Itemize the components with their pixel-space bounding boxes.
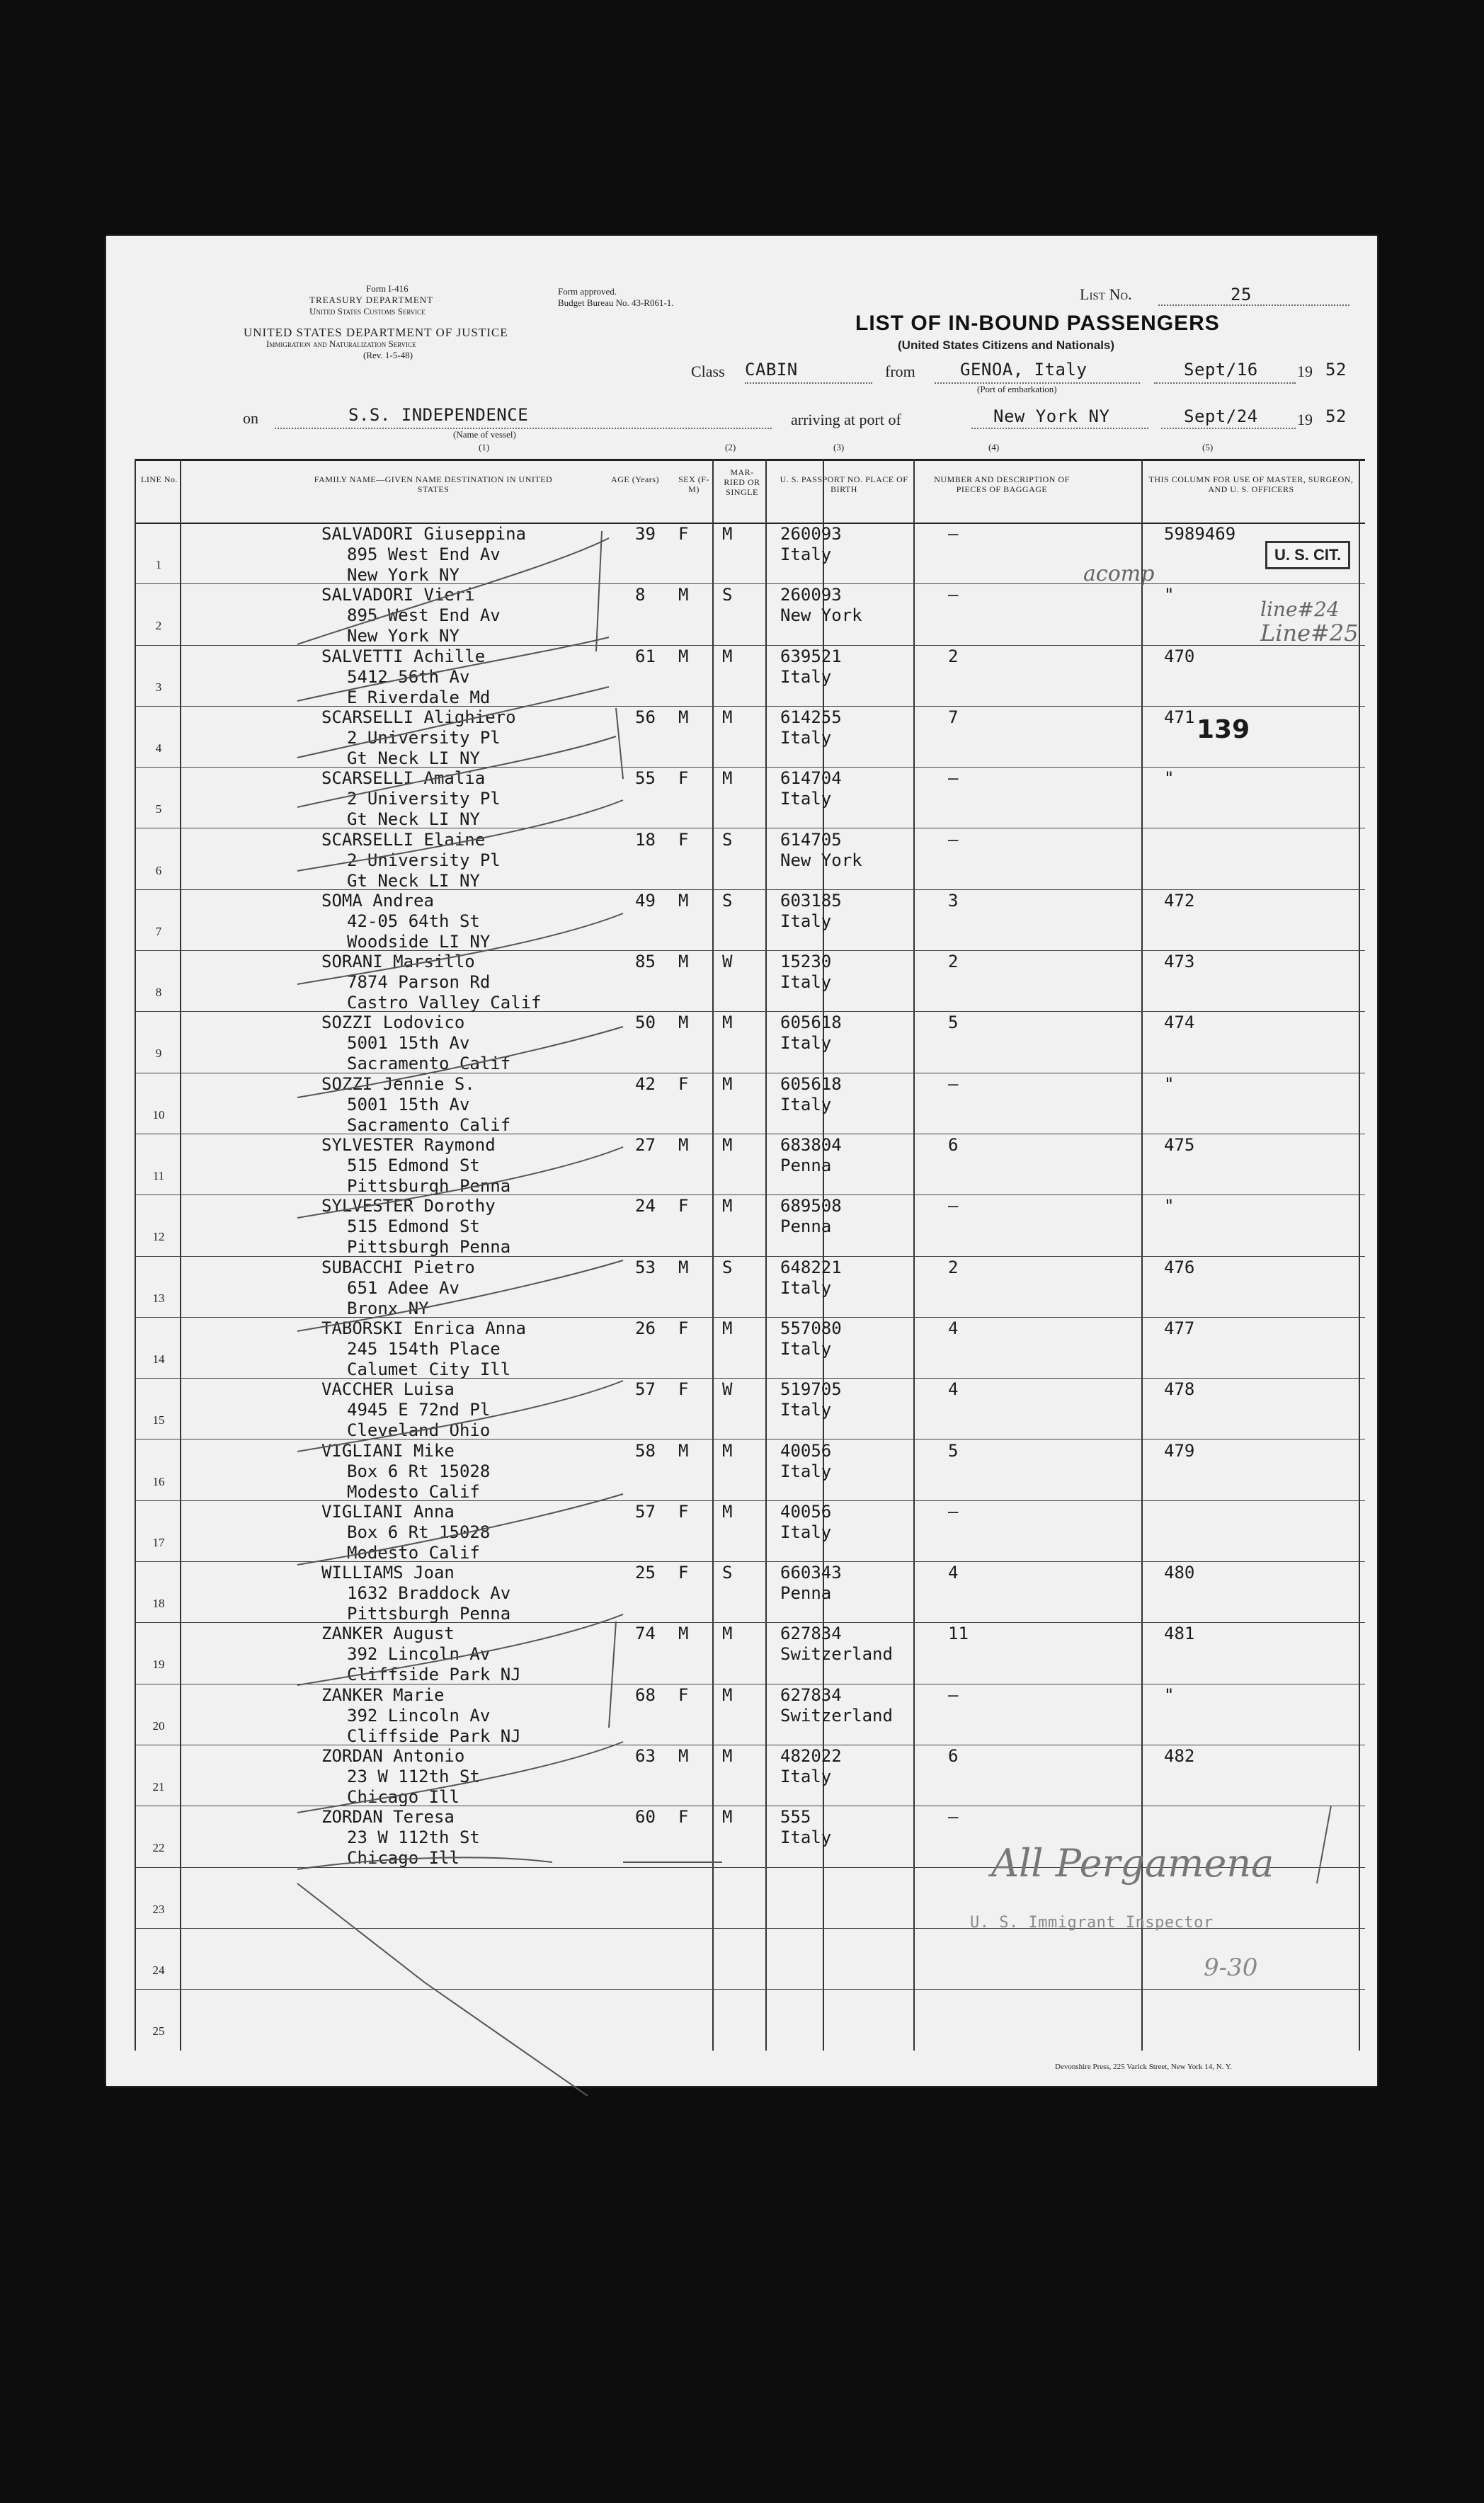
address-line1: Box 6 Rt 15028: [347, 1522, 491, 1542]
port-embark-label: (Port of embarkation): [977, 384, 1057, 394]
svg-text:9-30: 9-30: [1204, 1954, 1258, 1982]
address-line1: 2 University Pl: [347, 850, 501, 870]
col-num-4: (4): [988, 442, 1000, 452]
sex: M: [678, 1624, 689, 1644]
col-num-3: (3): [833, 442, 845, 452]
arrival-year-prefix: 19: [1297, 411, 1313, 428]
address-line1: 7874 Parson Rd: [347, 972, 491, 993]
address-line1: 392 Lincoln Av: [347, 1705, 491, 1726]
address-line1: 5412 56th Av: [347, 666, 470, 687]
officer-note: 481: [1164, 1624, 1195, 1644]
marital-status: S: [722, 829, 733, 850]
rev-label: (Rev. 1-5-48): [363, 350, 413, 360]
customs-label: United States Customs Service: [309, 306, 426, 317]
form-subtitle: (United States Citizens and Nationals): [898, 338, 1115, 352]
baggage-count: –: [948, 768, 959, 789]
age: 57: [635, 1501, 656, 1522]
line-number: 13: [152, 1291, 165, 1305]
baggage-count: 7: [948, 707, 959, 727]
address-line1: 895 West End Av: [347, 544, 501, 564]
passenger-name: SOMA Andrea: [321, 890, 434, 911]
line-number: 18: [152, 1597, 165, 1611]
officer-note: 479: [1164, 1440, 1195, 1461]
sex: M: [678, 1257, 689, 1277]
age: 74: [635, 1624, 656, 1644]
header-age: AGE (Years): [611, 474, 659, 484]
address-line1: 515 Edmond St: [347, 1216, 480, 1237]
place-of-birth: Italy: [780, 1277, 832, 1298]
baggage-count: 2: [948, 646, 959, 666]
address-line1: 23 W 112th St: [347, 1767, 480, 1786]
baggage-count: 2: [948, 1257, 959, 1277]
place-of-birth: Italy: [780, 789, 832, 809]
col-num-1: (1): [479, 442, 490, 452]
baggage-count: 4: [948, 1318, 959, 1338]
baggage-count: –: [948, 829, 959, 850]
marital-status: W: [722, 1379, 733, 1400]
passenger-name: SOZZI Lodovico: [321, 1013, 465, 1033]
age: 18: [635, 829, 656, 850]
age: 50: [635, 1013, 656, 1033]
officer-note: 482: [1164, 1746, 1195, 1766]
place-of-birth: New York: [780, 605, 862, 626]
address-line1: 515 Edmond St: [347, 1156, 480, 1175]
sex: M: [678, 646, 689, 666]
passenger-name: ZANKER Marie: [321, 1684, 445, 1705]
address-line1: 42-05 64th St: [347, 911, 480, 931]
vessel-name: S.S. INDEPENDENCE: [348, 405, 529, 425]
marital-status: M: [722, 524, 733, 544]
age: 26: [635, 1318, 656, 1338]
passenger-name: TABORSKI Enrica Anna: [321, 1318, 526, 1338]
printer-footer: Devonshire Press, 225 Varick Street, New York 14, N. Y.: [1055, 2063, 1233, 2071]
baggage-count: –: [948, 1196, 959, 1216]
passport-number: 639521: [780, 646, 842, 666]
place-of-birth: Italy: [780, 727, 832, 748]
place-of-birth: Italy: [780, 666, 832, 687]
line-number: 9: [155, 1047, 162, 1061]
age: 85: [635, 952, 656, 972]
passport-number: 627834: [780, 1684, 842, 1705]
form-approved: Form approved.: [558, 286, 617, 297]
address-line1: 1632 Braddock Av: [347, 1583, 511, 1604]
officer-note: 477: [1164, 1318, 1195, 1338]
passport-number: 614255: [780, 707, 842, 727]
officer-note: 475: [1164, 1135, 1195, 1155]
address-line2: Modesto Calif: [347, 1542, 480, 1563]
class-label: Class: [691, 363, 725, 380]
marital-status: M: [722, 707, 733, 727]
arriving-label: arriving at port of: [791, 411, 901, 428]
address-line1: 895 West End Av: [347, 605, 501, 626]
passport-number: 683804: [780, 1135, 842, 1155]
address-line2: Gt Neck LI NY: [347, 809, 480, 830]
address-line1: Box 6 Rt 15028: [347, 1461, 491, 1481]
passport-number: 15230: [780, 952, 832, 972]
passport-number: 660343: [780, 1563, 842, 1583]
sex: F: [678, 1379, 689, 1400]
line-number: 24: [152, 1963, 165, 1977]
line-number: 15: [152, 1413, 165, 1427]
line-number: 10: [152, 1107, 165, 1122]
arrival-year: 52: [1325, 406, 1347, 426]
address-line1: 245 154th Place: [347, 1338, 501, 1359]
officer-note: ": [1164, 768, 1175, 789]
baggage-count: –: [948, 1073, 959, 1094]
officer-note: 474: [1164, 1013, 1195, 1033]
sex: M: [678, 1746, 689, 1766]
depart-year-prefix: 19: [1297, 363, 1313, 380]
baggage-count: 6: [948, 1135, 959, 1155]
address-line2: Cliffside Park NJ: [347, 1726, 521, 1746]
address-line1: 2 University Pl: [347, 727, 501, 748]
place-of-birth: Italy: [780, 1461, 832, 1481]
budget-bureau: Budget Bureau No. 43-R061-1.: [558, 297, 674, 308]
place-of-birth: Italy: [780, 911, 832, 931]
baggage-count: 11: [948, 1624, 969, 1644]
baggage-count: –: [948, 585, 959, 605]
passport-number: 260093: [780, 524, 842, 544]
passport-number: 40056: [780, 1440, 832, 1461]
address-line2: Pittsburgh Penna: [347, 1604, 511, 1624]
list-no-value: 25: [1231, 285, 1252, 304]
line-number: 14: [152, 1352, 165, 1366]
header-passport: U. S. PASSPORT NO. PLACE OF BIRTH: [780, 474, 908, 494]
passenger-name: SORANI Marsillo: [321, 952, 475, 972]
marital-status: S: [722, 1257, 733, 1277]
header-married: MAR-RIED OR SINGLE: [724, 467, 760, 497]
marital-status: W: [722, 952, 733, 972]
officer-note: 480: [1164, 1563, 1195, 1583]
passenger-name: SUBACCHI Pietro: [321, 1257, 475, 1277]
line-number: 22: [152, 1841, 165, 1855]
depart-year: 52: [1325, 360, 1347, 380]
address-line2: E Riverdale Md: [347, 687, 491, 707]
marital-status: M: [722, 1196, 733, 1216]
place-of-birth: New York: [780, 850, 862, 870]
officer-note: 478: [1164, 1379, 1195, 1400]
age: 8: [635, 585, 646, 605]
place-of-birth: Italy: [780, 1767, 832, 1786]
officer-note: ": [1164, 585, 1175, 605]
age: 42: [635, 1073, 656, 1094]
passenger-name: ZANKER August: [321, 1624, 455, 1644]
form-number: Form I-416: [366, 283, 409, 294]
officer-note: 476: [1164, 1257, 1195, 1277]
address-line2: Calumet City Ill: [347, 1359, 511, 1379]
from-value: GENOA, Italy: [960, 360, 1088, 380]
line-number: 11: [152, 1169, 165, 1182]
passenger-name: SALVADORI Vieri: [321, 585, 475, 605]
marital-status: M: [722, 1746, 733, 1766]
svg-text:Line#25: Line#25: [1260, 620, 1359, 646]
passport-number: 260093: [780, 585, 842, 605]
from-label: from: [885, 363, 915, 380]
line-number: 4: [155, 741, 162, 755]
address-line2: Modesto Calif: [347, 1481, 480, 1502]
address-line2: Sacramento Calif: [347, 1114, 511, 1135]
passenger-name: SALVETTI Achille: [321, 646, 486, 666]
marital-status: M: [722, 1073, 733, 1094]
line-number: 19: [152, 1658, 165, 1672]
marital-status: M: [722, 1684, 733, 1705]
sex: M: [678, 1135, 689, 1155]
address-line2: New York NY: [347, 626, 460, 646]
age: 60: [635, 1807, 656, 1828]
passport-number: 603185: [780, 890, 842, 911]
form-title: LIST OF IN-BOUND PASSENGERS: [855, 312, 1220, 335]
svg-text:All Pergamena: All Pergamena: [991, 1841, 1274, 1886]
line-number: 16: [152, 1474, 165, 1488]
baggage-count: –: [948, 1501, 959, 1522]
passport-number: 605618: [780, 1073, 842, 1094]
arrival-date: Sept/24: [1184, 406, 1258, 426]
sex: M: [678, 890, 689, 911]
us-cit-stamp: U. S. CIT.: [1265, 541, 1350, 569]
place-of-birth: Switzerland: [780, 1644, 893, 1665]
treasury-label: TREASURY DEPARTMENT: [309, 295, 434, 305]
passport-number: 614705: [780, 829, 842, 850]
sex: M: [678, 1440, 689, 1461]
stamp-139: 139: [1197, 715, 1250, 744]
baggage-count: –: [948, 1807, 959, 1828]
marital-status: M: [722, 1440, 733, 1461]
passenger-name: SCARSELLI Elaine: [321, 829, 486, 850]
age: 63: [635, 1746, 656, 1766]
line-number: 25: [152, 2024, 165, 2039]
address-line2: Castro Valley Calif: [347, 993, 542, 1013]
address-line2: New York NY: [347, 565, 460, 585]
marital-status: M: [722, 1318, 733, 1338]
passenger-name: SYLVESTER Raymond: [321, 1135, 496, 1155]
sex: F: [678, 768, 689, 789]
line-number: 12: [152, 1230, 165, 1244]
address-line2: Pittsburgh Penna: [347, 1237, 511, 1258]
age: 68: [635, 1684, 656, 1705]
header-sex: SEX (F-M): [678, 474, 709, 494]
place-of-birth: Italy: [780, 1400, 832, 1420]
age: 53: [635, 1257, 656, 1277]
line-number: 8: [155, 986, 162, 1000]
marital-status: S: [722, 1563, 733, 1583]
passport-number: 614704: [780, 768, 842, 789]
passport-number: 605618: [780, 1013, 842, 1033]
sex: F: [678, 524, 689, 544]
marital-status: M: [722, 1624, 733, 1644]
address-line1: 4945 E 72nd Pl: [347, 1400, 491, 1420]
baggage-count: 5: [948, 1013, 959, 1033]
address-line1: 392 Lincoln Av: [347, 1644, 491, 1665]
passenger-name: SYLVESTER Dorothy: [321, 1196, 496, 1216]
header-line: LINE No.: [141, 474, 178, 484]
marital-status: M: [722, 768, 733, 789]
place-of-birth: Italy: [780, 972, 832, 993]
arrival-port: New York NY: [993, 406, 1110, 426]
passenger-name: VIGLIANI Anna: [321, 1501, 455, 1522]
sex: F: [678, 1501, 689, 1522]
baggage-count: –: [948, 524, 959, 544]
line-number: 6: [155, 863, 162, 877]
place-of-birth: Italy: [780, 1338, 832, 1359]
place-of-birth: Italy: [780, 544, 832, 564]
baggage-count: 4: [948, 1379, 959, 1400]
sex: F: [678, 1073, 689, 1094]
place-of-birth: Italy: [780, 1828, 832, 1848]
line-number: 23: [152, 1902, 165, 1916]
officer-note: 473: [1164, 952, 1195, 972]
depart-date: Sept/16: [1184, 360, 1258, 380]
baggage-count: 2: [948, 952, 959, 972]
age: 56: [635, 707, 656, 727]
address-line2: Sacramento Calif: [347, 1054, 511, 1074]
passenger-name: VIGLIANI Mike: [321, 1440, 455, 1461]
passport-number: 519705: [780, 1379, 842, 1400]
officer-note: 470: [1164, 646, 1195, 666]
on-label: on: [243, 409, 258, 427]
ins-label: Immigration and Naturalization Service: [266, 338, 416, 349]
sex: F: [678, 1684, 689, 1705]
sex: M: [678, 952, 689, 972]
address-line2: Pittsburgh Penna: [347, 1176, 511, 1196]
place-of-birth: Penna: [780, 1156, 832, 1175]
address-line1: 5001 15th Av: [347, 1094, 470, 1114]
class-value: CABIN: [745, 360, 798, 380]
line-number: 5: [155, 802, 162, 816]
baggage-count: –: [948, 1684, 959, 1705]
sex: M: [678, 707, 689, 727]
header-name: FAMILY NAME—GIVEN NAME DESTINATION IN UNITED STATES: [314, 474, 553, 494]
list-no-label: List No.: [1080, 285, 1132, 303]
marital-status: S: [722, 890, 733, 911]
passenger-name: WILLIAMS Joan: [321, 1563, 455, 1583]
line-number: 21: [152, 1780, 165, 1794]
marital-status: M: [722, 1807, 733, 1828]
address-line2: Cliffside Park NJ: [347, 1665, 521, 1685]
marital-status: M: [722, 1013, 733, 1033]
header-baggage: NUMBER AND DESCRIPTION OF PIECES OF BAGGAGE: [934, 474, 1070, 494]
baggage-count: 6: [948, 1746, 959, 1766]
passport-number: 40056: [780, 1501, 832, 1522]
line-number: 20: [152, 1718, 165, 1733]
passenger-name: ZORDAN Teresa: [321, 1807, 455, 1828]
line-number: 3: [155, 680, 162, 694]
officer-note: ": [1164, 1684, 1175, 1705]
line-number: 17: [152, 1535, 165, 1549]
passport-number: 627834: [780, 1624, 842, 1644]
passport-number: 689508: [780, 1196, 842, 1216]
officer-note: 5989469: [1164, 524, 1236, 544]
svg-text:line#24: line#24: [1260, 598, 1340, 621]
sex: F: [678, 1196, 689, 1216]
passport-number: 557080: [780, 1318, 842, 1338]
sex: F: [678, 1807, 689, 1828]
col-num-2: (2): [725, 442, 736, 452]
sex: F: [678, 829, 689, 850]
passenger-name: SOZZI Jennie S.: [321, 1073, 475, 1094]
svg-text:acomp: acomp: [1083, 561, 1155, 586]
address-line2: Gt Neck LI NY: [347, 870, 480, 891]
inspector-title: U. S. Immigrant Inspector: [970, 1914, 1214, 1932]
address-line2: Gt Neck LI NY: [347, 748, 480, 768]
passenger-name: SALVADORI Giuseppina: [321, 524, 526, 544]
vessel-label: (Name of vessel): [453, 429, 516, 440]
header-officers: THIS COLUMN FOR USE OF MASTER, SURGEON, AND U. S. OFFICERS: [1148, 474, 1354, 494]
passport-number: 555: [780, 1807, 811, 1828]
address-line2: Bronx NY: [347, 1298, 429, 1318]
justice-label: UNITED STATES DEPARTMENT OF JUSTICE: [244, 326, 508, 339]
place-of-birth: Italy: [780, 1094, 832, 1114]
address-line2: Woodside LI NY: [347, 931, 491, 952]
marital-status: M: [722, 1135, 733, 1155]
baggage-count: 5: [948, 1440, 959, 1461]
age: 39: [635, 524, 656, 544]
address-line1: 2 University Pl: [347, 789, 501, 809]
address-line2: Chicago Ill: [347, 1787, 460, 1807]
place-of-birth: Italy: [780, 1522, 832, 1542]
address-line1: 23 W 112th St: [347, 1828, 480, 1848]
officer-note: 471: [1164, 707, 1195, 727]
age: 58: [635, 1440, 656, 1461]
place-of-birth: Penna: [780, 1216, 832, 1237]
passport-number: 648221: [780, 1257, 842, 1277]
sex: F: [678, 1318, 689, 1338]
passport-number: 482022: [780, 1746, 842, 1766]
address-line1: 651 Adee Av: [347, 1277, 460, 1298]
sex: M: [678, 1013, 689, 1033]
age: 49: [635, 890, 656, 911]
officer-note: ": [1164, 1073, 1175, 1094]
age: 57: [635, 1379, 656, 1400]
passenger-name: VACCHER Luisa: [321, 1379, 455, 1400]
age: 55: [635, 768, 656, 789]
place-of-birth: Penna: [780, 1583, 832, 1604]
officer-note: 472: [1164, 890, 1195, 911]
place-of-birth: Italy: [780, 1033, 832, 1054]
age: 24: [635, 1196, 656, 1216]
sex: F: [678, 1563, 689, 1583]
passenger-name: ZORDAN Antonio: [321, 1746, 465, 1766]
passenger-name: SCARSELLI Alighiero: [321, 707, 516, 727]
passenger-name: SCARSELLI Amalia: [321, 768, 486, 789]
marital-status: M: [722, 646, 733, 666]
baggage-count: 4: [948, 1563, 959, 1583]
line-number: 2: [155, 619, 162, 633]
sex: M: [678, 585, 689, 605]
marital-status: M: [722, 1501, 733, 1522]
age: 27: [635, 1135, 656, 1155]
baggage-count: 3: [948, 890, 959, 911]
line-number: 1: [155, 558, 162, 571]
marital-status: S: [722, 585, 733, 605]
age: 61: [635, 646, 656, 666]
address-line2: Chicago Ill: [347, 1848, 460, 1869]
officer-note: ": [1164, 1196, 1175, 1216]
place-of-birth: Switzerland: [780, 1705, 893, 1726]
address-line2: Cleveland Ohio: [347, 1420, 491, 1441]
col-num-5: (5): [1202, 442, 1214, 452]
address-line1: 5001 15th Av: [347, 1033, 470, 1054]
age: 25: [635, 1563, 656, 1583]
line-number: 7: [155, 924, 162, 938]
